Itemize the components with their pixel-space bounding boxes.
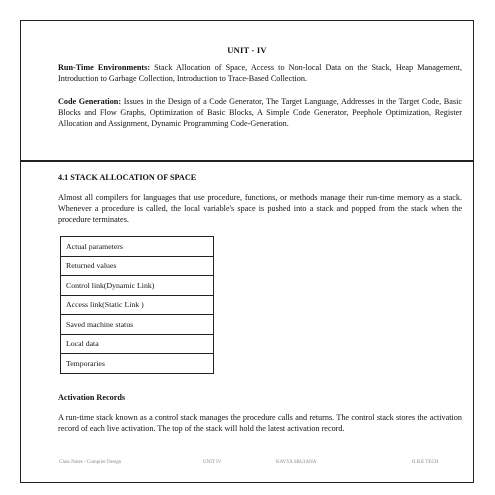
runtime-topics-text: Stack Allocation of Space, Access to Non-local Data on the Stack, Heap Management, Introduction to Garbage Collection, Introduction to Trace-Based Collection. <box>58 63 462 84</box>
table-row <box>61 315 214 335</box>
section-divider <box>21 160 473 162</box>
record-field: Local data <box>61 334 214 354</box>
record-field: Temporaries <box>61 354 214 374</box>
record-field: Actual parameters <box>61 237 214 257</box>
section-paragraph: Almost all compilers for languages that use procedure, functions, or methods manage their run-time memory as a stack. Whenever a procedure is called, the local variable's space is pushed into a stack and popped from the stack when the procedure terminates. <box>58 193 462 225</box>
activation-record-table <box>60 236 214 374</box>
activation-records-paragraph: A run-time stack known as a control stack manages the procedure calls and returns. The control stack stores the activation record of each live activation. The top of the stack will hold the latest activation record. <box>58 413 462 434</box>
footer-class: II B.E TECH <box>412 460 439 465</box>
codegen-label: Code Generation: <box>58 97 122 106</box>
footer-author: KAVYA SRUJANA <box>276 460 317 465</box>
record-field: Returned values <box>61 256 214 276</box>
table-row <box>61 256 214 276</box>
page-frame <box>20 20 474 483</box>
table-row <box>61 295 214 315</box>
section-title: 4.1 STACK ALLOCATION OF SPACE <box>58 173 197 182</box>
record-field: Saved machine status <box>61 315 214 335</box>
footer-course: Class Notes - Compiler Design <box>59 460 122 465</box>
table-row <box>61 276 214 296</box>
table-row <box>61 354 214 374</box>
table-row <box>61 237 214 257</box>
runtime-label: Run-Time Environments: <box>58 63 151 72</box>
record-field: Access link(Static Link ) <box>61 295 214 315</box>
record-field: Control link(Dynamic Link) <box>61 276 214 296</box>
footer-unit: UNIT IV <box>203 460 222 465</box>
codegen-topics-paragraph <box>58 96 462 130</box>
activation-records-title: Activation Records <box>58 393 126 402</box>
unit-title: UNIT - IV <box>227 45 267 55</box>
codegen-topics-text: Issues in the Design of a Code Generator, The Target Language, Addresses in the Target Code, Basic Blocks and Flow Graphs, Optimization of Basic Blocks, A Simple Code Generator, Peephole Optimization, Register Allocation and Assignment, Dynamic Programming Code-Generation. <box>58 97 462 129</box>
table-row <box>61 334 214 354</box>
runtime-topics-paragraph <box>58 62 462 84</box>
